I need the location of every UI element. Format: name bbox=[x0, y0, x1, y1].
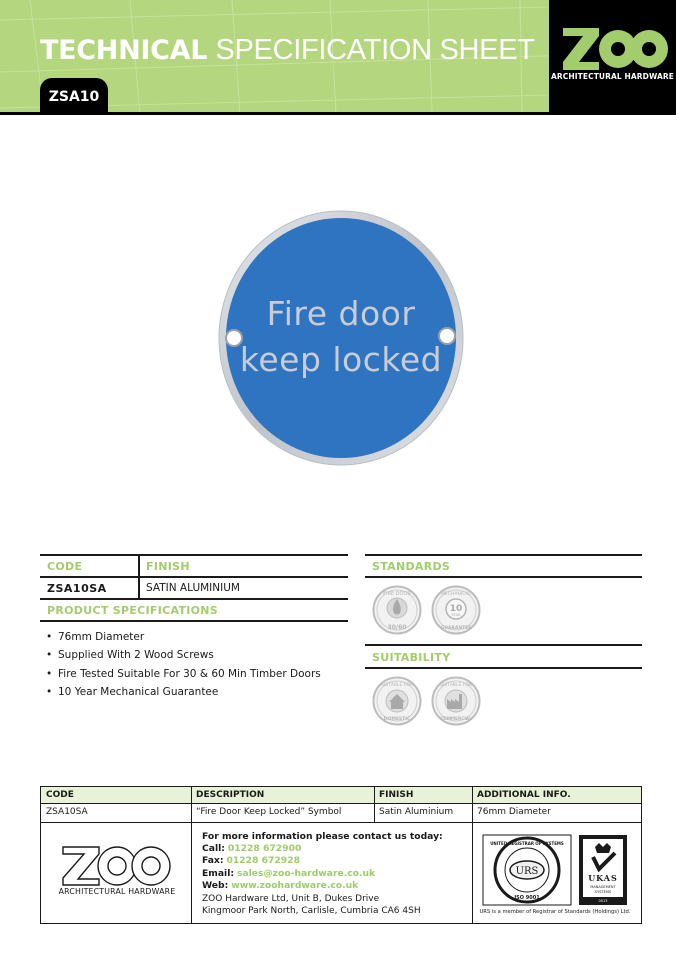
svg-text:UNITED REGISTRAR OF SYSTEMS: UNITED REGISTRAR OF SYSTEMS bbox=[490, 841, 564, 846]
contact-intro: For more information please contact us today: bbox=[202, 831, 443, 842]
svg-text:URS: URS bbox=[515, 866, 539, 877]
brand-logo-box bbox=[549, 0, 676, 115]
svg-text:MANAGEMENT: MANAGEMENT bbox=[590, 885, 616, 889]
svg-text:DOMESTIC: DOMESTIC bbox=[383, 717, 411, 722]
address-line1: ZOO Hardware Ltd, Unit B, Dukes Drive bbox=[202, 894, 380, 904]
standards-title-rule bbox=[365, 576, 642, 578]
brand-tagline: ARCHITECTURAL HARDWARE bbox=[551, 72, 674, 81]
row-code: ZSA10SA bbox=[46, 807, 88, 817]
sign-text-line1: Fire door bbox=[266, 294, 416, 333]
suitability-title-rule bbox=[365, 667, 642, 669]
col-header-finish: FINISH bbox=[379, 790, 414, 800]
svg-text:0013: 0013 bbox=[598, 899, 608, 903]
table-row bbox=[41, 804, 641, 823]
company-address bbox=[202, 893, 421, 917]
col-header-description: DESCRIPTION bbox=[196, 790, 265, 800]
sign-text-line2: keep locked bbox=[239, 340, 443, 379]
col-divider bbox=[191, 787, 192, 923]
svg-text:YEAR: YEAR bbox=[451, 613, 461, 617]
domestic-badge-icon bbox=[372, 676, 422, 726]
table-header-row bbox=[41, 787, 641, 804]
spec-table-bottom-rule bbox=[40, 598, 348, 600]
title-bold: TECHNICAL bbox=[40, 35, 208, 66]
commercial-badge-icon bbox=[431, 676, 481, 726]
specs-title-rule bbox=[40, 620, 348, 622]
svg-text:GUARANTEE: GUARANTEE bbox=[440, 626, 472, 631]
svg-text:10: 10 bbox=[449, 604, 463, 614]
product-code-tab: ZSA10 bbox=[40, 78, 108, 114]
suitability-title: SUITABILITY bbox=[372, 651, 451, 664]
product-specifications-list bbox=[46, 628, 321, 701]
code-header: CODE bbox=[47, 560, 83, 573]
fire-door-badge-icon bbox=[372, 585, 422, 635]
product-image bbox=[218, 210, 464, 466]
code-value: ZSA10SA bbox=[47, 582, 107, 595]
svg-text:SUITABLE FOR: SUITABLE FOR bbox=[439, 683, 473, 688]
certification-logos bbox=[479, 831, 631, 919]
website-link[interactable]: www.zoohardware.co.uk bbox=[231, 879, 359, 891]
contact-web: Web: www.zoohardware.co.uk bbox=[202, 879, 359, 891]
urs-ukas-icon bbox=[479, 831, 631, 909]
svg-text:FIRE DOOR: FIRE DOOR bbox=[383, 591, 411, 597]
contact-block bbox=[202, 831, 443, 892]
product-specifications-title: PRODUCT SPECIFICATIONS bbox=[47, 604, 219, 617]
col-divider bbox=[374, 787, 375, 823]
svg-text:COMMERCIAL: COMMERCIAL bbox=[440, 716, 472, 721]
mechanical-guarantee-badge-icon bbox=[431, 585, 481, 635]
svg-text:UKAS: UKAS bbox=[588, 873, 618, 883]
standards-title: STANDARDS bbox=[372, 560, 451, 573]
svg-text:ISO 9001: ISO 9001 bbox=[514, 895, 540, 901]
zoo-outline-logo-icon bbox=[61, 845, 173, 887]
contact-fax: Fax: 01228 672928 bbox=[202, 855, 300, 867]
phone-number[interactable]: 01228 672900 bbox=[227, 843, 302, 855]
spec-item: • 10 Year Mechanical Guarantee bbox=[46, 683, 321, 701]
svg-text:MECHANICAL: MECHANICAL bbox=[441, 592, 471, 597]
row-additional-info: 76mm Diameter bbox=[477, 807, 551, 817]
suitability-top-rule bbox=[365, 644, 642, 646]
address-line2: Kingmoor Park North, Carlisle, Cumbria CA6 4SH bbox=[202, 906, 421, 916]
page-title bbox=[40, 34, 535, 67]
col-header-additional-info: ADDITIONAL INFO. bbox=[477, 790, 571, 800]
logo-tagline: ARCHITECTURAL HARDWARE bbox=[58, 887, 176, 896]
finish-value: SATIN ALUMINIUM bbox=[146, 582, 240, 594]
finish-header: FINISH bbox=[146, 560, 190, 573]
spec-item: • Supplied With 2 Wood Screws bbox=[46, 646, 321, 664]
fax-number: 01228 672928 bbox=[226, 855, 300, 867]
spec-item: • Fire Tested Suitable For 30 & 60 Min Timber Doors bbox=[46, 665, 321, 683]
col-divider bbox=[472, 787, 473, 923]
standards-top-rule bbox=[365, 554, 642, 556]
email-link[interactable]: sales@zoo-hardware.co.uk bbox=[236, 867, 376, 879]
header-divider bbox=[0, 112, 676, 115]
row-finish: Satin Aluminium bbox=[379, 807, 454, 817]
svg-text:30/60: 30/60 bbox=[387, 624, 407, 631]
zoo-logo-icon bbox=[563, 26, 669, 72]
title-light: SPECIFICATION SHEET bbox=[215, 34, 535, 66]
product-summary-table bbox=[40, 786, 642, 924]
sign-plate-icon bbox=[218, 210, 464, 466]
contact-email: Email: sales@zoo-hardware.co.uk bbox=[202, 867, 376, 879]
svg-text:SUITABLE FOR: SUITABLE FOR bbox=[380, 683, 414, 688]
contact-call: Call: 01228 672900 bbox=[202, 843, 302, 855]
spec-item: • 76mm Diameter bbox=[46, 628, 321, 646]
spec-table-mid-rule bbox=[40, 576, 348, 578]
svg-text:SYSTEMS: SYSTEMS bbox=[594, 890, 612, 894]
spec-table-top-rule bbox=[40, 554, 348, 556]
col-header-code: CODE bbox=[46, 790, 74, 800]
cert-caption: URS is a member of Registrar of Standards (Holdings) Ltd. bbox=[479, 909, 631, 915]
row-description: “Fire Door Keep Locked” Symbol bbox=[196, 807, 342, 817]
